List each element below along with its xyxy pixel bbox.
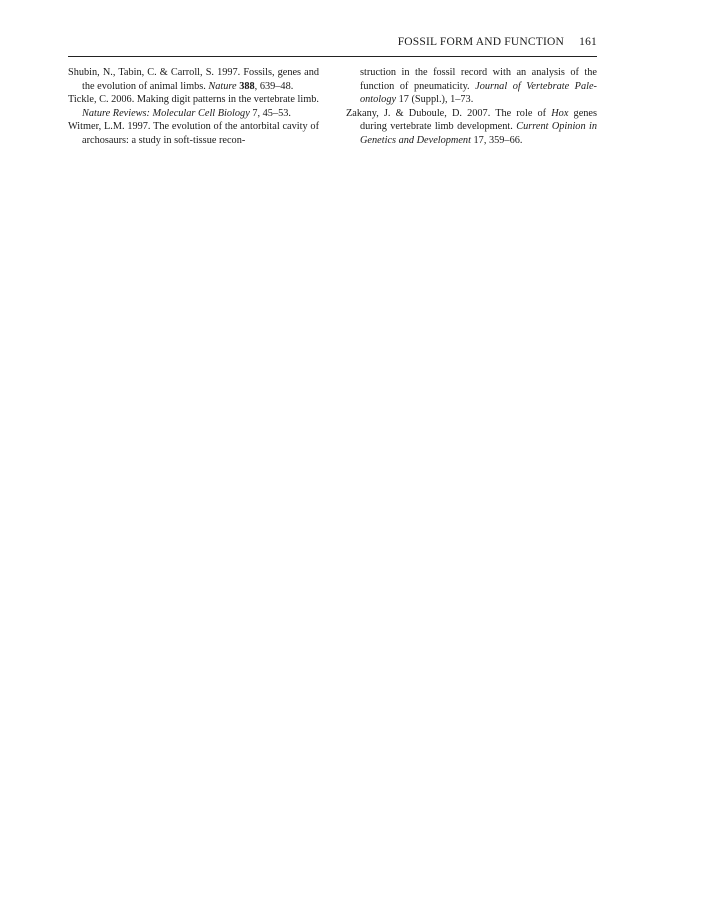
reference-title: genes during vertebrate limb development. <box>360 107 597 133</box>
reference-entry-continued <box>346 66 597 107</box>
reference-entry <box>68 120 319 147</box>
header-rule <box>68 56 597 57</box>
reference-pages: , 45–53. <box>257 107 291 119</box>
reference-text: Shubin, N., Tabin, C. & Carroll, S. 1997. Fossils, genes and the evolution of animal limbs. <box>68 67 319 92</box>
reference-entry <box>68 66 319 93</box>
reference-entry <box>346 107 597 148</box>
reference-text: Witmer, L.M. 1997. The evolution of the antorbital cavity of archosaurs: a study in soft-tissue recon- <box>68 121 319 146</box>
reference-column-left <box>68 66 319 148</box>
journal-name: Nature Reviews: Molecular Cell Biology <box>82 107 250 119</box>
volume-number: 7 <box>252 107 258 119</box>
reference-pages: , 639–48. <box>254 80 294 92</box>
volume-number: 388 <box>239 80 255 92</box>
journal-name: Journal of Vertebrate Pale-ontology <box>360 80 597 106</box>
reference-volume-pages: 17, 359–66. <box>470 134 523 146</box>
reference-column-right <box>346 66 597 148</box>
reference-text: struction in the fossil record with an analysis of the function of pneumaticity. <box>360 67 597 92</box>
reference-text: Zakany, J. & Duboule, D. 2007. The role of <box>346 107 552 119</box>
page-number: 161 <box>579 36 597 48</box>
running-head-title: FOSSIL FORM AND FUNCTION <box>397 36 565 48</box>
gene-term: Hox <box>551 107 569 119</box>
journal-name: Nature <box>208 80 237 92</box>
running-head <box>398 36 597 48</box>
reference-text: Tickle, C. 2006. Making digit patterns in the vertebrate limb. <box>68 94 319 106</box>
reference-volume-pages: 17 (Suppl.), 1–73. <box>396 94 474 106</box>
journal-name: Current Opinion in Genetics and Development <box>360 121 597 146</box>
reference-entry <box>68 93 319 120</box>
